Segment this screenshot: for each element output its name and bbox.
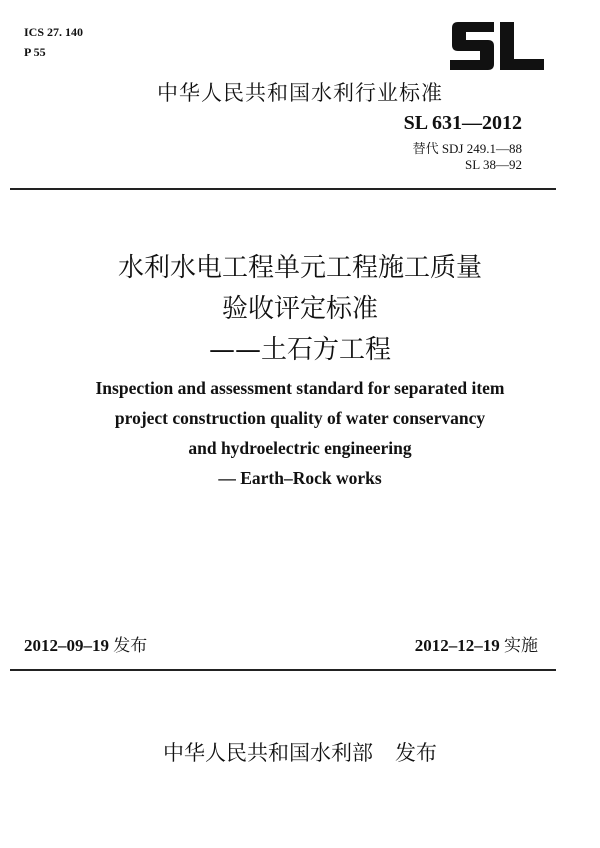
implement-date-block	[415, 631, 538, 656]
english-title-line-4: — Earth–Rock works	[218, 468, 382, 488]
english-title-line-2: project construction quality of water conservancy	[114, 408, 486, 428]
publish-label: 发布	[395, 741, 437, 765]
publisher-line	[0, 737, 600, 767]
chinese-title-line-3: ——土石方工程	[208, 335, 391, 365]
issue-label: 发布	[113, 636, 148, 655]
classification-code: P 55	[24, 45, 46, 59]
issue-date: 2012–09–19	[24, 636, 109, 655]
issue-date-block	[24, 631, 147, 656]
sl-logo-icon	[448, 20, 546, 72]
publisher-name: 中华人民共和国水利部	[163, 741, 373, 765]
implement-date: 2012–12–19	[414, 636, 500, 655]
ics-code: ICS 27. 140	[24, 25, 84, 39]
ministry-standard-heading: 中华人民共和国水利行业标准	[157, 81, 443, 105]
english-title-line-1: Inspection and assessment standard for separated item	[95, 378, 505, 398]
chinese-title-line-1: 水利水电工程单元工程施工质量	[117, 253, 482, 283]
sl-logo	[448, 20, 546, 72]
chinese-title	[0, 248, 600, 371]
standard-number: SL 631—2012	[403, 112, 522, 134]
ics-block	[24, 22, 83, 62]
top-divider	[10, 188, 556, 190]
english-title-line-3: and hydroelectric engineering	[188, 438, 412, 458]
implement-label: 实施	[504, 636, 538, 655]
replaces-line-2: SL 38—92	[465, 157, 522, 172]
bottom-divider	[10, 669, 556, 671]
replaces-line-1: 替代 SDJ 249.1—88	[412, 141, 522, 156]
chinese-title-line-2: 验收评定标准	[221, 294, 378, 324]
english-title	[0, 373, 600, 493]
